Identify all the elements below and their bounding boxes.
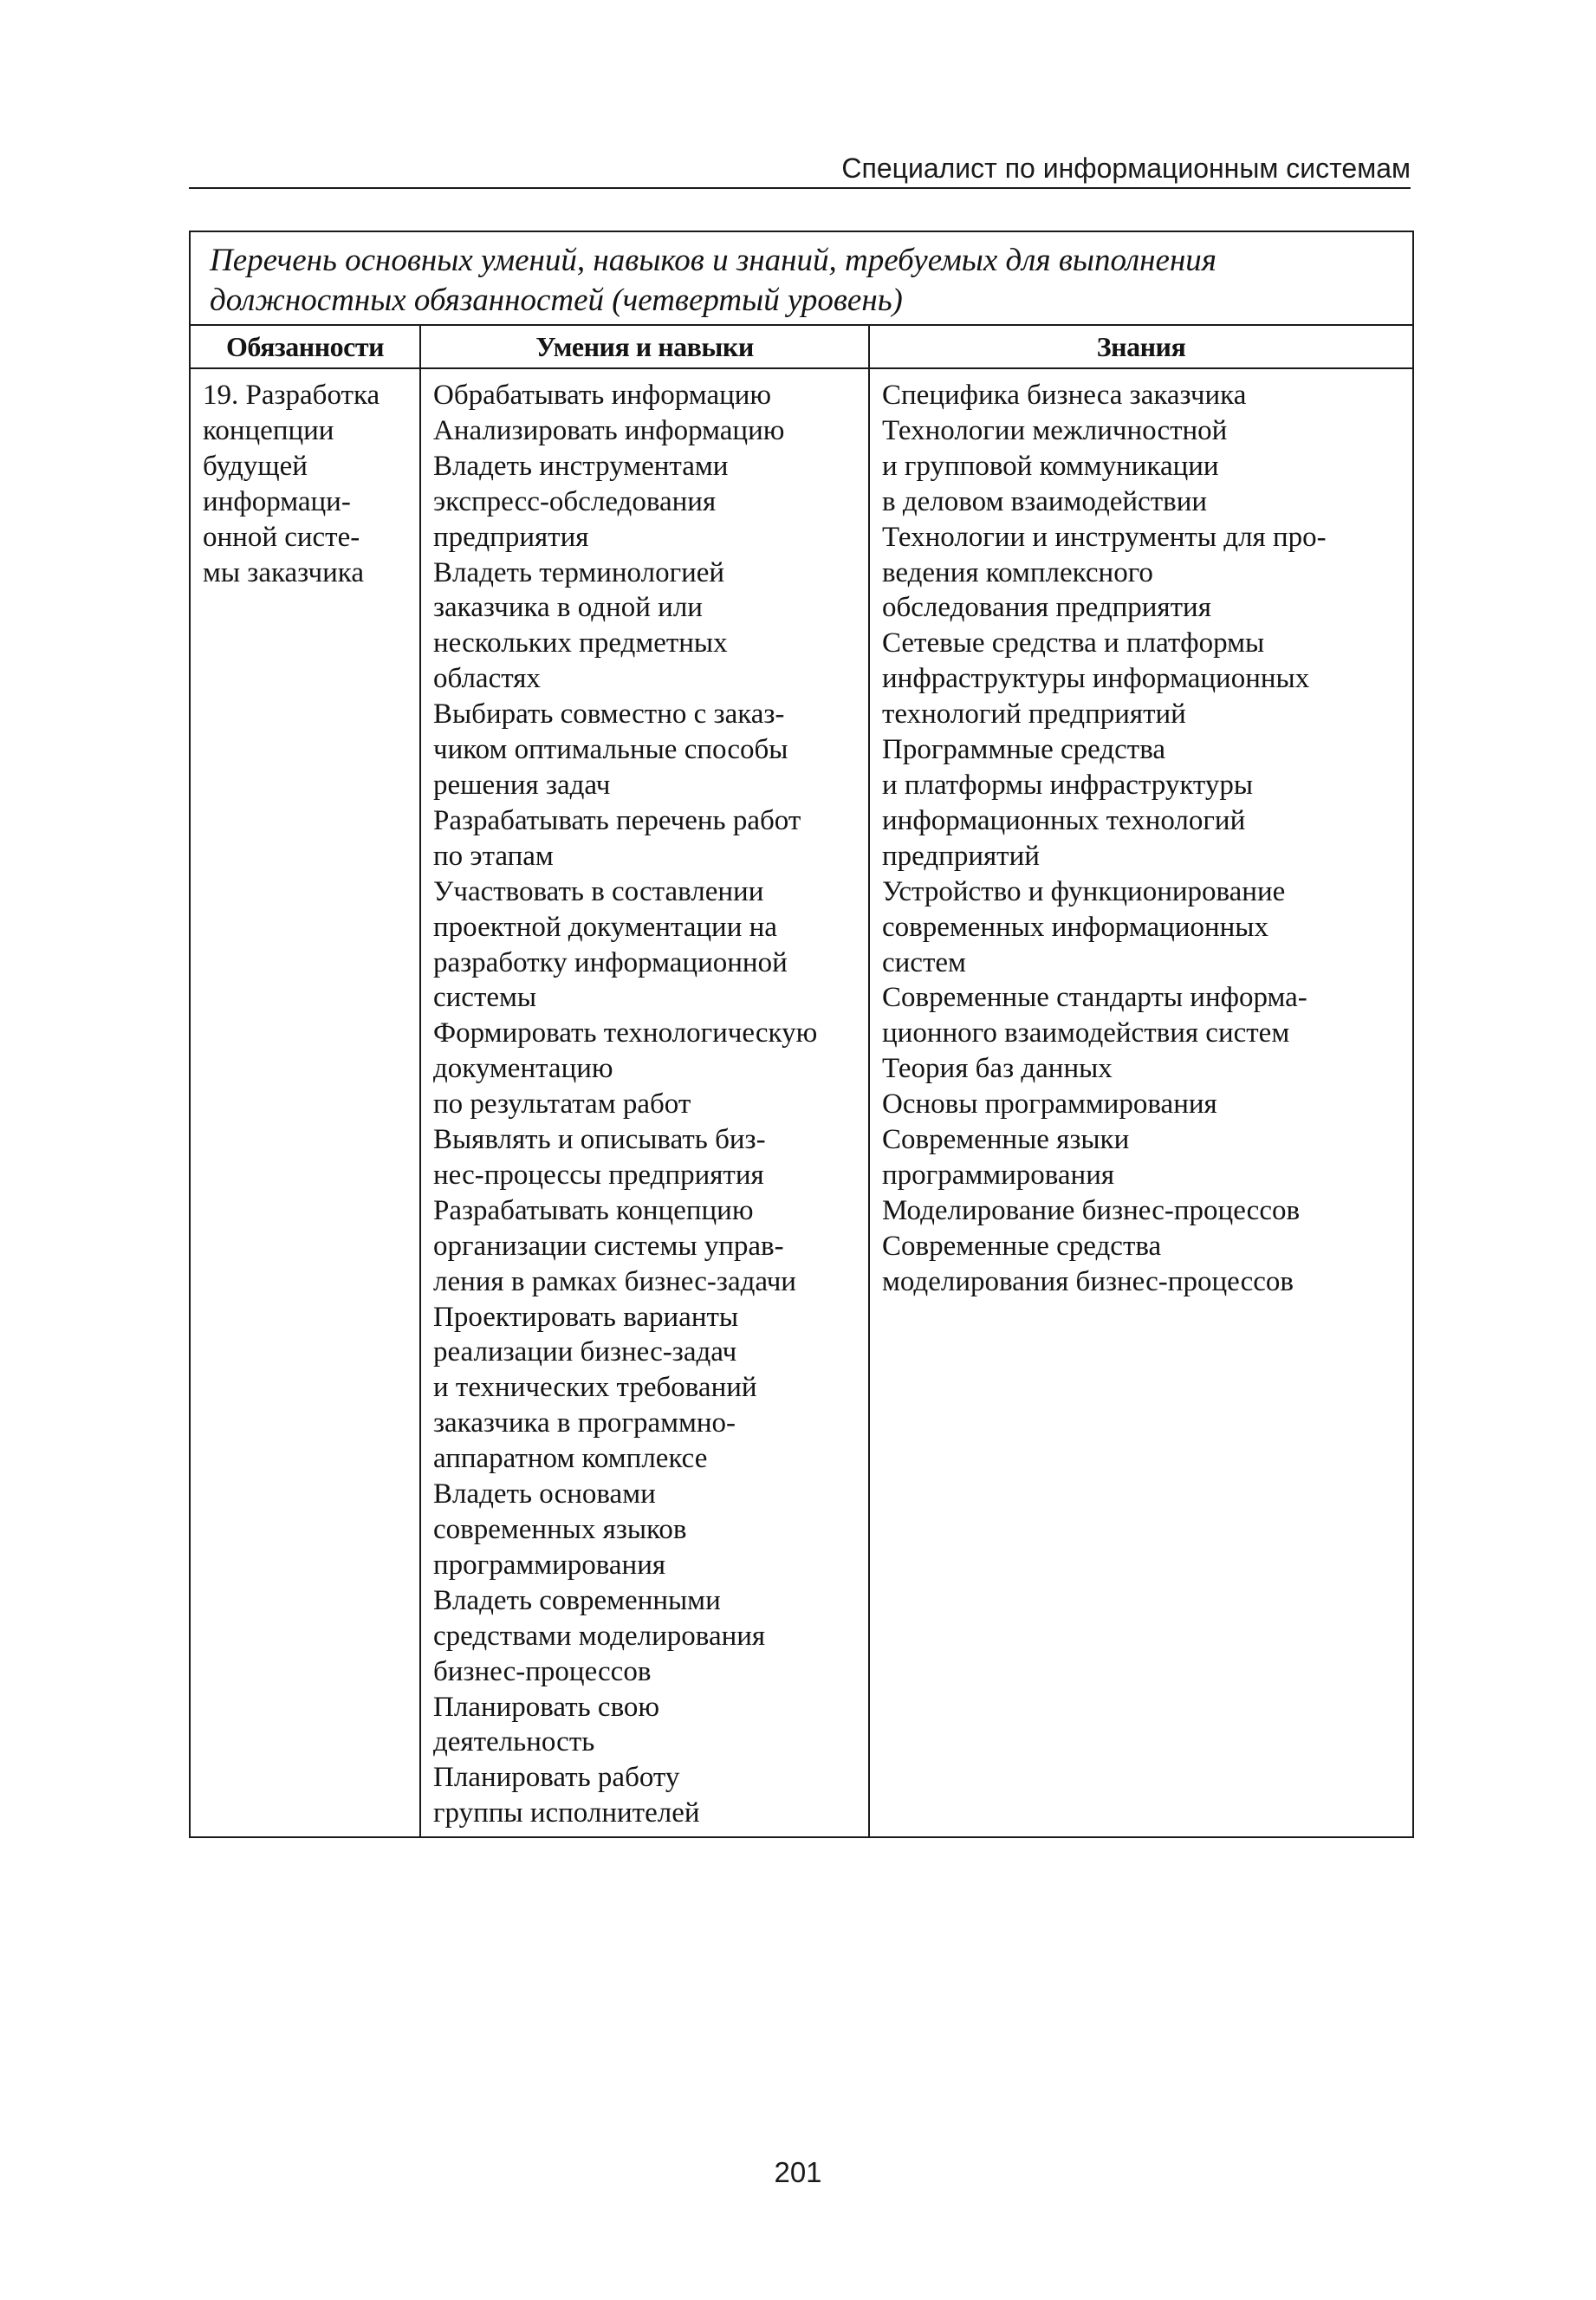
skill-line: Разрабатывать концепцию	[433, 1194, 754, 1226]
table-caption-line: Перечень основных умений, навыков и знаний, требуемых для выполнения	[210, 243, 1216, 278]
skill-line: разработку информационной	[433, 946, 788, 978]
knowledge-line: Современные языки	[882, 1124, 1130, 1156]
knowledge-line: Устройство и функционирование	[882, 875, 1286, 907]
duty-line: информаци-	[203, 485, 351, 517]
skill-line: Проектировать варианты	[433, 1301, 739, 1333]
knowledge-line: Современные средства	[882, 1230, 1162, 1262]
skills-table-container	[189, 231, 1412, 1838]
skill-line: по этапам	[433, 840, 554, 872]
skills-cell	[420, 368, 869, 1837]
knowledge-line: информационных технологий	[882, 804, 1246, 836]
column-header-knowledge: Знания	[869, 325, 1413, 368]
duties-cell	[190, 368, 420, 1837]
skill-line: нескольких предметных	[433, 627, 728, 659]
knowledge-line: Современные стандарты информа-	[882, 982, 1307, 1014]
knowledge-line: Программные средства	[882, 734, 1166, 766]
skill-line: Владеть терминологией	[433, 556, 725, 588]
skill-line: Выявлять и описывать биз-	[433, 1124, 766, 1156]
knowledge-line: систем	[882, 946, 966, 978]
knowledge-line: моделирования бизнес-процессов	[882, 1265, 1294, 1297]
skill-line: Планировать работу	[433, 1762, 680, 1794]
skill-line: ления в рамках бизнес-задачи	[433, 1265, 796, 1297]
skill-line: аппаратном комплексе	[433, 1443, 708, 1475]
skill-line: Выбирать совместно с заказ-	[433, 698, 785, 731]
table-caption	[190, 231, 1413, 325]
skill-line: деятельность	[433, 1726, 595, 1758]
skill-line: документацию	[433, 1053, 613, 1085]
skill-line: средствами моделирования	[433, 1620, 766, 1652]
knowledge-line: предприятий	[882, 840, 1040, 872]
skill-line: Разрабатывать перечень работ	[433, 804, 801, 836]
knowledge-line: Технологии и инструменты для про-	[882, 521, 1327, 553]
skill-line: группы исполнителей	[433, 1797, 700, 1829]
knowledge-line: ционного взаимодействия систем	[882, 1017, 1290, 1049]
table-caption-row	[190, 231, 1413, 325]
skill-line: заказчика в одной или	[433, 592, 703, 624]
skill-line: решения задач	[433, 769, 611, 801]
skill-line: Владеть инструментами	[433, 450, 729, 482]
skill-line: современных языков	[433, 1514, 687, 1545]
knowledge-line: современных информационных	[882, 911, 1268, 943]
duty-line: концепции	[203, 414, 334, 446]
skill-line: заказчика в программно-	[433, 1407, 736, 1439]
knowledge-line: Технологии межличностной	[882, 414, 1228, 446]
skill-line: организации системы управ-	[433, 1230, 784, 1262]
skill-line: Анализировать информацию	[433, 414, 785, 446]
knowledge-line: Специфика бизнеса заказчика	[882, 380, 1247, 411]
skill-line: Владеть современными	[433, 1584, 721, 1616]
skill-line: программирования	[433, 1549, 666, 1581]
skill-line: экспресс-обследования	[433, 485, 717, 517]
knowledge-cell	[869, 368, 1413, 1837]
duty-line: мы заказчика	[203, 556, 364, 588]
skill-line: чиком оптимальные способы	[433, 734, 788, 766]
knowledge-line: Основы программирования	[882, 1088, 1217, 1121]
skill-line: бизнес-процессов	[433, 1655, 652, 1687]
running-header: Специалист по информационным системам	[189, 149, 1411, 189]
skill-line: нес-процессы предприятия	[433, 1159, 764, 1191]
knowledge-line: в деловом взаимодействии	[882, 485, 1208, 517]
knowledge-line: и платформы инфраструктуры	[882, 769, 1254, 801]
skill-line: и технических требований	[433, 1372, 757, 1404]
skill-line: Участвовать в составлении	[433, 875, 764, 907]
duty-line: онной систе-	[203, 521, 360, 553]
knowledge-line: инфраструктуры информационных	[882, 663, 1310, 695]
skill-line: проектной документации на	[433, 911, 777, 943]
skill-line: системы	[433, 982, 537, 1014]
page-number: 201	[774, 2156, 822, 2188]
knowledge-line: ведения комплексного	[882, 556, 1153, 588]
knowledge-line: и групповой коммуникации	[882, 450, 1219, 482]
knowledge-line: Сетевые средства и платформы	[882, 627, 1265, 659]
duty-line: будущей	[203, 450, 308, 482]
skill-line: Владеть основами	[433, 1478, 656, 1511]
skill-line: Обрабатывать информацию	[433, 380, 772, 411]
knowledge-line: Теория баз данных	[882, 1053, 1113, 1085]
duty-line: 19. Разработка	[203, 380, 380, 411]
table-row	[190, 368, 1413, 1837]
table-caption-line: должностных обязанностей (четвертый уровень)	[210, 283, 903, 318]
skills-table	[189, 231, 1414, 1838]
skill-line: областях	[433, 663, 541, 695]
table-header-row	[190, 325, 1413, 368]
column-header-skills: Умения и навыки	[420, 325, 869, 368]
knowledge-line: технологий предприятий	[882, 698, 1186, 731]
skill-line: Формировать технологическую	[433, 1017, 818, 1049]
skill-line: по результатам работ	[433, 1088, 691, 1121]
skill-line: Планировать свою	[433, 1691, 660, 1723]
skill-line: реализации бизнес-задач	[433, 1336, 737, 1368]
knowledge-line: Моделирование бизнес-процессов	[882, 1194, 1301, 1226]
skill-line: предприятия	[433, 521, 589, 553]
knowledge-line: программирования	[882, 1159, 1115, 1191]
column-header-duties: Обязанности	[190, 325, 420, 368]
knowledge-line: обследования предприятия	[882, 592, 1211, 624]
